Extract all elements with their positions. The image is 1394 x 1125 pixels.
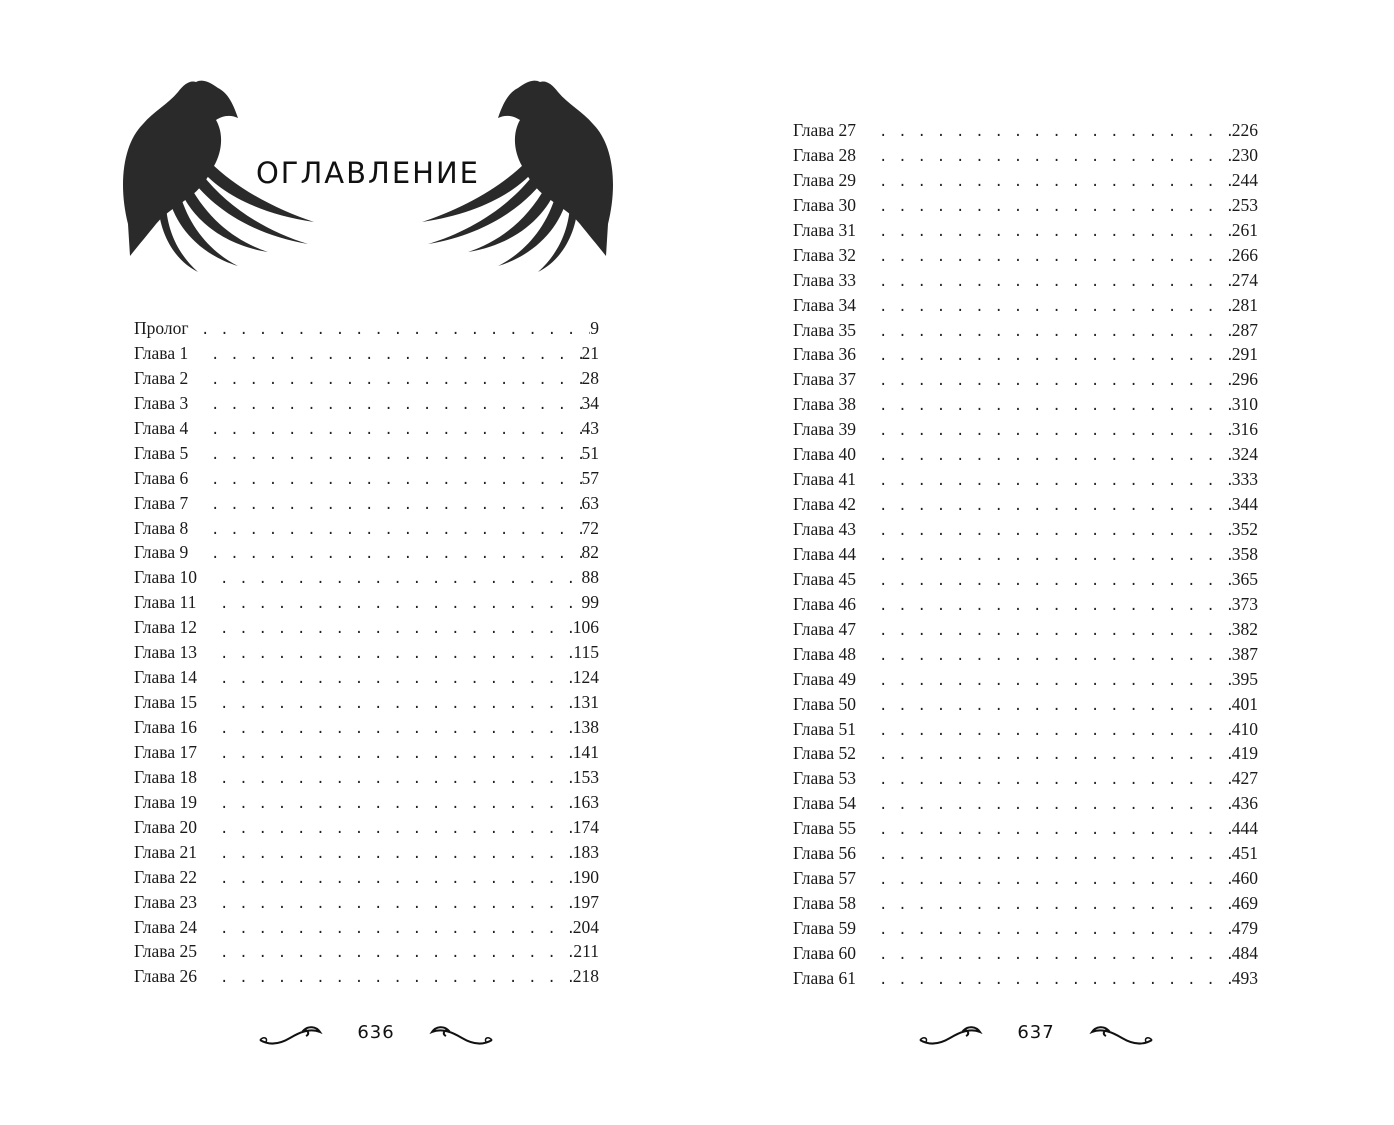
- dot-leader: [879, 968, 1232, 993]
- toc-entry-page: 493: [1231, 967, 1258, 988]
- toc-entry-page: 211: [573, 941, 599, 962]
- dot-leader: [879, 594, 1232, 619]
- toc-entry-page: 387: [1231, 643, 1258, 664]
- dot-leader: [211, 518, 582, 543]
- toc-entry: [793, 442, 1258, 467]
- toc-entry: [134, 939, 599, 964]
- dot-leader: [879, 918, 1232, 943]
- toc-entry-page: 244: [1231, 169, 1258, 190]
- toc-entry-page: 131: [572, 692, 599, 713]
- toc-entry-page: 153: [572, 766, 599, 787]
- toc-entry: [793, 567, 1258, 592]
- toc-entry-page: 106: [572, 617, 599, 638]
- toc-entry-label: Глава 16: [134, 717, 197, 737]
- dot-leader: [879, 120, 1232, 145]
- toc-entry-page: 287: [1231, 319, 1258, 340]
- toc-entry-label: Глава 42: [793, 494, 856, 515]
- toc-entry-page: 316: [1231, 419, 1258, 440]
- toc-entry-label: Глава 41: [793, 469, 856, 490]
- toc-entry: [793, 517, 1258, 542]
- toc-list-right: [793, 118, 1258, 991]
- toc-entry: [134, 565, 599, 590]
- dot-leader: [879, 644, 1232, 669]
- toc-entry: [134, 964, 599, 989]
- toc-entry-page: 333: [1231, 469, 1258, 490]
- toc-entry-label: Глава 2: [134, 367, 189, 388]
- toc-entry-label: Глава 51: [793, 718, 856, 739]
- dot-leader: [879, 369, 1232, 394]
- toc-entry-page: 43: [581, 417, 599, 438]
- dot-leader: [879, 893, 1232, 918]
- toc-entry-label: Глава 40: [793, 444, 856, 465]
- dot-leader: [220, 792, 573, 817]
- toc-entry-label: Глава 46: [793, 593, 856, 614]
- toc-entry-page: 204: [572, 916, 599, 937]
- toc-entry-page: 419: [1231, 743, 1258, 764]
- dot-leader: [201, 318, 590, 343]
- toc-entry-label: Глава 59: [793, 918, 856, 938]
- toc-entry: [793, 766, 1258, 791]
- toc-entry: [134, 740, 599, 765]
- dot-leader: [220, 867, 573, 892]
- toc-entry: [134, 865, 599, 890]
- toc-entry-page: 296: [1231, 369, 1258, 390]
- toc-entry-page: 141: [572, 741, 599, 762]
- toc-entry-label: Глава 22: [134, 866, 197, 887]
- toc-entry-page: 197: [572, 891, 599, 912]
- dot-leader: [211, 393, 582, 418]
- toc-entry-page: 274: [1231, 269, 1258, 290]
- dot-leader: [220, 767, 573, 792]
- flourish-ornament-icon: [1086, 1022, 1156, 1048]
- dot-leader: [211, 443, 582, 468]
- toc-entry-page: 324: [1231, 444, 1258, 465]
- toc-entry-label: Глава 54: [793, 793, 856, 814]
- toc-entry-label: Глава 38: [793, 394, 856, 415]
- toc-entry-page: 373: [1231, 593, 1258, 614]
- page-number: 636: [357, 1022, 395, 1043]
- toc-entry: [793, 941, 1258, 966]
- toc-entry-page: 28: [581, 367, 599, 388]
- toc-entry-label: Глава 52: [793, 743, 856, 764]
- toc-entry-page: 115: [573, 642, 599, 663]
- toc-entry: [134, 840, 599, 865]
- dot-leader: [211, 542, 582, 567]
- toc-entry-label: Глава 21: [134, 841, 197, 862]
- toc-entry-label: Глава 35: [793, 319, 856, 340]
- toc-entry-label: Глава 32: [793, 244, 856, 265]
- toc-entry: [793, 268, 1258, 293]
- toc-entry-page: 382: [1231, 618, 1258, 639]
- dot-leader: [879, 619, 1232, 644]
- toc-entry: [134, 790, 599, 815]
- toc-entry-page: 72: [581, 517, 599, 538]
- dot-leader: [879, 743, 1232, 768]
- toc-entry: [134, 890, 599, 915]
- toc-entry: [793, 866, 1258, 891]
- toc-entry-label: Глава 14: [134, 667, 197, 688]
- toc-entry: [134, 590, 599, 615]
- toc-entry-label: Глава 27: [793, 120, 856, 140]
- right-page: [697, 0, 1394, 1125]
- dot-leader: [879, 419, 1232, 444]
- dot-leader: [220, 567, 582, 592]
- toc-entry-page: 57: [581, 467, 599, 488]
- dot-leader: [220, 667, 573, 692]
- dot-leader: [879, 519, 1232, 544]
- toc-entry-page: 218: [572, 966, 599, 987]
- dot-leader: [879, 394, 1232, 419]
- toc-entry: [134, 516, 599, 541]
- toc-entry: [793, 667, 1258, 692]
- toc-entry-label: Глава 29: [793, 169, 856, 190]
- toc-entry-page: 310: [1231, 394, 1258, 415]
- toc-entry: [793, 841, 1258, 866]
- toc-entry-label: Глава 7: [134, 492, 189, 513]
- toc-entry-label: Глава 4: [134, 417, 189, 438]
- toc-entry-label: Глава 19: [134, 791, 197, 812]
- toc-entry-label: Глава 26: [134, 966, 197, 987]
- toc-entry-label: Глава 17: [134, 741, 197, 762]
- toc-entry-page: 63: [581, 492, 599, 513]
- toc-entry-label: Глава 12: [134, 617, 197, 638]
- toc-entry-page: 395: [1231, 668, 1258, 689]
- toc-entry-page: 51: [581, 442, 599, 463]
- dot-leader: [879, 220, 1232, 245]
- toc-entry-label: Глава 1: [134, 342, 189, 363]
- toc-entry-label: Глава 31: [793, 219, 856, 240]
- toc-entry-label: Глава 55: [793, 818, 856, 839]
- toc-header: [118, 74, 618, 274]
- dot-leader: [879, 195, 1232, 220]
- toc-entry-page: 344: [1231, 494, 1258, 515]
- toc-entry-page: 460: [1231, 868, 1258, 889]
- dot-leader: [879, 694, 1232, 719]
- toc-entry-page: 174: [572, 816, 599, 837]
- toc-entry: [793, 118, 1258, 143]
- dot-leader: [211, 368, 582, 393]
- toc-entry-label: Глава 43: [793, 519, 856, 539]
- dot-leader: [879, 943, 1232, 968]
- toc-entry: [134, 441, 599, 466]
- toc-entry: [134, 665, 599, 690]
- toc-entry: [134, 466, 599, 491]
- toc-entry-label: Глава 48: [793, 643, 856, 664]
- toc-entry-page: 291: [1231, 344, 1258, 365]
- toc-entry-page: 88: [581, 567, 599, 588]
- toc-entry-label: Глава 58: [793, 893, 856, 914]
- dot-leader: [879, 793, 1232, 818]
- toc-entry-label: Глава 61: [793, 967, 856, 988]
- toc-entry-label: Глава 9: [134, 542, 189, 563]
- dot-leader: [879, 320, 1232, 345]
- toc-entry: [793, 791, 1258, 816]
- toc-entry-label: Глава 49: [793, 668, 856, 689]
- toc-entry-page: 410: [1231, 718, 1258, 739]
- dot-leader: [211, 418, 582, 443]
- page-footer-left: [256, 1018, 496, 1052]
- dot-leader: [879, 444, 1232, 469]
- toc-entry-label: Глава 53: [793, 768, 856, 789]
- toc-entry-page: 451: [1231, 843, 1258, 864]
- toc-entry-page: 21: [581, 342, 599, 363]
- page-footer-right: [916, 1018, 1156, 1052]
- toc-entry: [793, 592, 1258, 617]
- toc-entry-label: Глава 37: [793, 369, 856, 390]
- toc-entry-page: 138: [572, 717, 599, 737]
- flourish-ornament-icon: [426, 1022, 496, 1048]
- toc-entry-label: Глава 8: [134, 517, 189, 538]
- dot-leader: [879, 344, 1232, 369]
- toc-entry: [793, 741, 1258, 766]
- toc-entry-label: Глава 11: [134, 592, 197, 613]
- toc-entry-page: 352: [1231, 519, 1258, 539]
- dot-leader: [879, 669, 1232, 694]
- toc-entry: [793, 168, 1258, 193]
- toc-entry-label: Глава 5: [134, 442, 189, 463]
- page-title: ОГЛАВЛЕНИЕ: [255, 156, 480, 190]
- toc-entry-page: 281: [1231, 294, 1258, 315]
- toc-entry: [793, 617, 1258, 642]
- dot-leader: [879, 145, 1232, 170]
- dot-leader: [220, 592, 582, 617]
- dot-leader: [879, 295, 1232, 320]
- toc-entry: [793, 966, 1258, 991]
- toc-entry: [793, 417, 1258, 442]
- dot-leader: [879, 569, 1232, 594]
- toc-entry-page: 444: [1231, 818, 1258, 839]
- toc-entry-page: 266: [1231, 244, 1258, 265]
- toc-entry: [134, 416, 599, 441]
- toc-entry-label: Глава 24: [134, 916, 197, 937]
- toc-entry: [134, 690, 599, 715]
- toc-entry-label: Глава 10: [134, 567, 197, 588]
- toc-entry-label: Глава 30: [793, 194, 856, 215]
- toc-entry-page: 484: [1231, 942, 1258, 963]
- toc-entry-page: 82: [581, 542, 599, 563]
- dot-leader: [879, 469, 1232, 494]
- toc-entry: [134, 540, 599, 565]
- toc-entry-page: 183: [572, 841, 599, 862]
- dot-leader: [211, 493, 582, 518]
- toc-entry-page: 261: [1231, 219, 1258, 240]
- toc-entry-page: 226: [1231, 120, 1258, 140]
- toc-entry-label: Глава 47: [793, 618, 856, 639]
- toc-entry-label: Глава 50: [793, 693, 856, 714]
- toc-entry-page: 479: [1231, 918, 1258, 938]
- toc-list-left: [134, 316, 599, 989]
- dot-leader: [220, 642, 573, 667]
- toc-entry-page: 358: [1231, 543, 1258, 564]
- dot-leader: [879, 868, 1232, 893]
- toc-entry-label: Глава 57: [793, 868, 856, 889]
- toc-entry: [134, 491, 599, 516]
- toc-entry-label: Глава 36: [793, 344, 856, 365]
- toc-entry-page: 34: [581, 392, 599, 413]
- toc-entry-label: Глава 60: [793, 942, 856, 963]
- toc-entry-label: Глава 56: [793, 843, 856, 864]
- toc-entry: [793, 467, 1258, 492]
- toc-entry-label: Глава 34: [793, 294, 856, 315]
- dot-leader: [879, 245, 1232, 270]
- toc-entry-label: Глава 45: [793, 568, 856, 589]
- toc-entry: [793, 193, 1258, 218]
- page-number: 637: [1017, 1022, 1055, 1043]
- dot-leader: [220, 692, 573, 717]
- toc-entry: [793, 891, 1258, 916]
- toc-entry-page: 163: [572, 791, 599, 812]
- toc-entry-label: Глава 28: [793, 144, 856, 165]
- toc-entry: [793, 243, 1258, 268]
- toc-entry-page: 436: [1231, 793, 1258, 814]
- toc-entry: [793, 318, 1258, 343]
- dot-leader: [220, 892, 573, 917]
- dot-leader: [879, 719, 1232, 744]
- toc-entry: [793, 816, 1258, 841]
- toc-entry-page: 190: [572, 866, 599, 887]
- dot-leader: [220, 917, 573, 942]
- toc-entry-page: 9: [590, 318, 599, 338]
- dot-leader: [220, 742, 573, 767]
- toc-entry: [793, 916, 1258, 941]
- toc-entry: [793, 367, 1258, 392]
- toc-entry: [134, 341, 599, 366]
- toc-entry: [793, 692, 1258, 717]
- dot-leader: [220, 842, 573, 867]
- toc-entry: [793, 642, 1258, 667]
- toc-entry-label: Глава 23: [134, 891, 197, 912]
- dot-leader: [879, 544, 1232, 569]
- toc-entry-label: Пролог: [134, 318, 189, 338]
- toc-entry-page: 99: [581, 592, 599, 613]
- toc-entry-label: Глава 18: [134, 766, 197, 787]
- dot-leader: [879, 768, 1232, 793]
- dot-leader: [211, 468, 582, 493]
- toc-entry-page: 401: [1231, 693, 1258, 714]
- dot-leader: [879, 494, 1232, 519]
- toc-entry-page: 365: [1231, 568, 1258, 589]
- toc-entry: [793, 717, 1258, 742]
- toc-entry-label: Глава 25: [134, 941, 197, 962]
- toc-entry: [134, 715, 599, 740]
- toc-entry: [134, 915, 599, 940]
- toc-entry-label: Глава 39: [793, 419, 856, 440]
- dot-leader: [220, 817, 573, 842]
- dot-leader: [879, 270, 1232, 295]
- dot-leader: [220, 717, 573, 742]
- toc-entry-label: Глава 13: [134, 642, 197, 663]
- toc-entry-label: Глава 44: [793, 543, 856, 564]
- toc-entry-page: 253: [1231, 194, 1258, 215]
- toc-entry: [793, 293, 1258, 318]
- toc-entry: [793, 492, 1258, 517]
- toc-entry-label: Глава 3: [134, 392, 189, 413]
- toc-entry-page: 427: [1231, 768, 1258, 789]
- toc-entry: [793, 218, 1258, 243]
- toc-entry-label: Глава 20: [134, 816, 197, 837]
- dot-leader: [879, 818, 1232, 843]
- toc-entry: [134, 640, 599, 665]
- dot-leader: [211, 343, 582, 368]
- toc-entry: [134, 615, 599, 640]
- toc-entry: [793, 342, 1258, 367]
- dot-leader: [220, 966, 573, 991]
- toc-entry-label: Глава 33: [793, 269, 856, 290]
- toc-entry-page: 124: [572, 667, 599, 688]
- crow-wing-icon: [418, 74, 618, 274]
- toc-entry: [793, 143, 1258, 168]
- toc-entry: [134, 366, 599, 391]
- dot-leader: [879, 843, 1232, 868]
- toc-entry-label: Глава 6: [134, 467, 189, 488]
- toc-entry: [134, 765, 599, 790]
- toc-entry: [134, 391, 599, 416]
- toc-entry: [793, 542, 1258, 567]
- toc-entry: [793, 392, 1258, 417]
- toc-entry: [134, 815, 599, 840]
- dot-leader: [220, 941, 573, 966]
- dot-leader: [879, 170, 1232, 195]
- toc-entry-label: Глава 15: [134, 692, 197, 713]
- toc-entry-page: 469: [1231, 893, 1258, 914]
- toc-entry: [134, 316, 599, 341]
- dot-leader: [220, 617, 573, 642]
- toc-entry-page: 230: [1231, 144, 1258, 165]
